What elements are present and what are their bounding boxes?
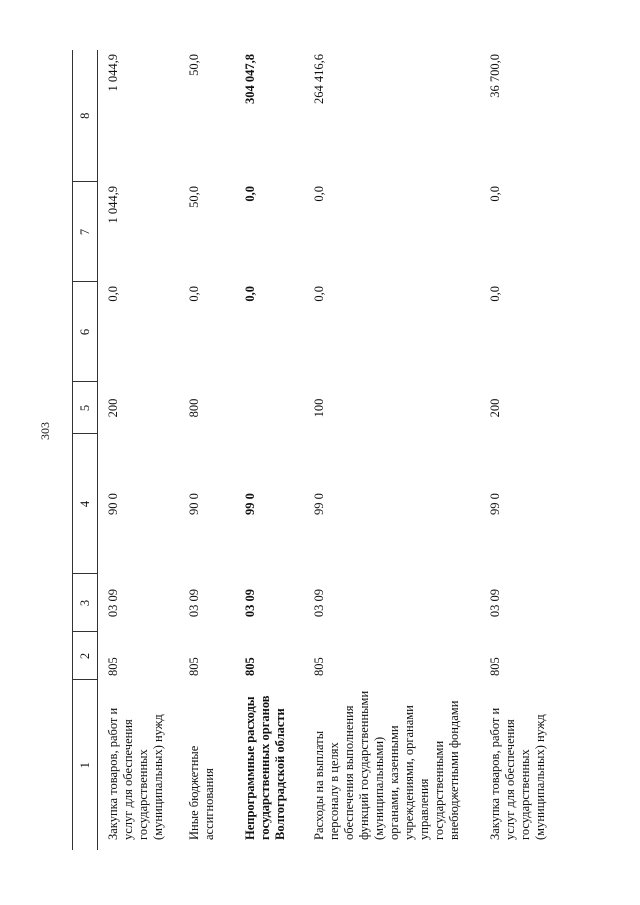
row-description: Непрограммные расходы государственных органов Волгоградской области <box>243 695 287 840</box>
row-section: 03 09 <box>312 588 326 618</box>
row-expense-type: 200 <box>488 398 502 418</box>
header-col-3: 3 <box>73 574 98 632</box>
header-row <box>73 50 98 850</box>
header-col-1: 1 <box>73 680 98 850</box>
header-col-5: 5 <box>73 382 98 434</box>
row-description: Закупка товаров, работ и услуг для обеспечения государственных (муниципальных) нужд <box>106 707 165 840</box>
row-expense-type: 100 <box>312 398 326 418</box>
header-col-7: 7 <box>73 182 98 282</box>
row-col6: 0,0 <box>243 286 257 302</box>
header-col-2: 2 <box>73 632 98 680</box>
row-col8: 36 700,0 <box>488 54 502 98</box>
header-col-6: 6 <box>73 282 98 382</box>
row-col6: 0,0 <box>488 286 502 302</box>
row-col8: 1 044,9 <box>106 54 120 92</box>
table-row <box>235 50 304 850</box>
row-col7: 1 044,9 <box>106 186 120 224</box>
table-row <box>98 50 180 850</box>
row-section: 03 09 <box>243 588 257 618</box>
row-col7: 0,0 <box>488 186 502 202</box>
row-target: 90 0 <box>187 493 201 515</box>
row-col6: 0,0 <box>106 286 120 302</box>
row-col7: 50,0 <box>187 186 201 208</box>
row-code: 805 <box>312 657 326 676</box>
row-col7: 0,0 <box>312 186 326 202</box>
row-col6: 0,0 <box>312 286 326 302</box>
table-row <box>179 50 235 850</box>
row-target: 99 0 <box>243 493 257 515</box>
row-code: 805 <box>106 657 120 676</box>
row-code: 805 <box>187 657 201 676</box>
table-row <box>480 50 576 850</box>
header-col-8: 8 <box>73 50 98 182</box>
budget-table <box>72 50 576 850</box>
row-col7: 0,0 <box>243 186 257 202</box>
row-target: 99 0 <box>488 493 502 515</box>
row-col8: 50,0 <box>187 54 201 76</box>
table-row <box>304 50 480 850</box>
row-description: Закупка товаров, работ и услуг для обеспечения государственных (муниципальных) нужд <box>488 707 547 840</box>
header-col-4: 4 <box>73 434 98 574</box>
page-number: 303 <box>38 422 52 440</box>
row-col6: 0,0 <box>187 286 201 302</box>
row-expense-type <box>235 382 304 434</box>
row-description: Расходы на выплаты персоналу в целях обеспечения выполнения функций государственными (муниципальными) органами, казенными учреждениями, органами управления государственными внебюджетными фондами <box>312 690 461 840</box>
row-section: 03 09 <box>106 588 120 618</box>
row-description: Иные бюджетные ассигнования <box>187 745 216 840</box>
rotated-budget-table <box>72 50 592 850</box>
row-col8: 264 416,6 <box>312 54 326 104</box>
row-expense-type: 200 <box>106 398 120 418</box>
row-section: 03 09 <box>488 588 502 618</box>
row-section: 03 09 <box>187 588 201 618</box>
row-code: 805 <box>488 657 502 676</box>
row-target: 99 0 <box>312 493 326 515</box>
row-code: 805 <box>243 657 257 676</box>
row-col8: 304 047,8 <box>243 54 257 104</box>
row-expense-type: 800 <box>187 398 201 418</box>
row-target: 90 0 <box>106 493 120 515</box>
